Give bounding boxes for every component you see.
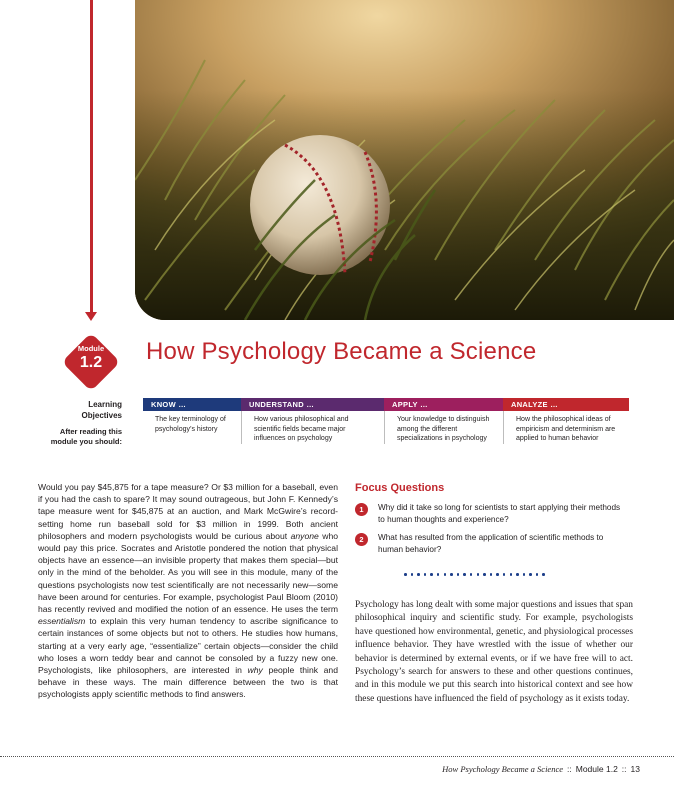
objective-understand-text: How various philosophical and scientific fields became major influences on psychology	[241, 411, 384, 444]
page-number: 13	[630, 764, 640, 774]
body-text-4: people think and behave in these ways. The main difference between the two is that psychologists apply scientific methods to find answers.	[38, 665, 338, 700]
module-label: Module	[77, 344, 105, 353]
hero-baseball-photo	[135, 0, 674, 320]
objective-understand	[241, 398, 384, 448]
module-badge	[63, 334, 119, 390]
module-number: 1.2	[79, 354, 103, 371]
dotted-divider	[404, 573, 554, 577]
footer-divider	[0, 756, 674, 757]
footer-book-title: How Psychology Became a Science	[442, 764, 563, 774]
page-title: How Psychology Became a Science	[146, 338, 537, 365]
question-number-badge: 1	[355, 503, 368, 516]
objective-analyze-text: How the philosophical ideas of empiricism and determinism are applied to human behavior	[503, 411, 629, 444]
body-text-1: Would you pay $45,875 for a tape measure? Or $3 million for a baseball, even if you had the cash to spare? It may sound outrageous, but John F. Kennedy’s tape measure went for $45,875 at an auction, and Mark McGwire’s record-setting home run baseball sold for $3 million in 1999. Both ancient philosophers and modern psychologists would be curious about	[38, 482, 338, 541]
baseball-in-grass-image	[135, 0, 674, 320]
arrow-down-icon	[85, 312, 97, 321]
question-number-badge: 2	[355, 533, 368, 546]
footer-separator: ::	[567, 764, 572, 774]
intro-paragraph: Psychology has long dealt with some major questions and issues that span philosophical inquiry and scientific study. For example, psychologists have questioned how environmental, genetic, and physiological processes influence behavior. They have wrestled with the issue of whether our behavior is determined by external events, or if we have free will to act. Psychology’s search for answers to these and other questions continues, and in this module we put this search into historical context and see how these questions have influenced the field of psychology as it exists today.	[355, 600, 633, 704]
vertical-red-rule	[90, 0, 93, 316]
focus-question-1	[355, 502, 625, 525]
body-text-3: to explain this very human tendency to ascribe significance to certain instances of some objects but not to others. He studies how humans, starting at a very early age, “essentialize” certain objects—consider the child who loses a worn teddy bear and cannot be consoled by a fuzzy new one. Psychologists, like philosophers, are interested in	[38, 616, 338, 676]
footer-module: Module 1.2	[575, 764, 618, 774]
objective-understand-label: UNDERSTAND …	[241, 398, 384, 411]
focus-question-text: Why did it take so long for scientists to start applying their methods to human thoughts and experience?	[378, 503, 621, 524]
focus-questions-heading: Focus Questions	[355, 482, 445, 494]
objective-analyze	[503, 398, 629, 448]
page-footer	[442, 764, 640, 774]
objective-apply	[384, 398, 503, 448]
objective-analyze-label: ANALYZE …	[503, 398, 629, 411]
body-emphasis-essentialism: essentialism	[38, 616, 86, 627]
objective-know	[143, 398, 241, 448]
footer-separator: ::	[621, 764, 627, 774]
body-paragraph-left	[38, 481, 338, 701]
objective-apply-text: Your knowledge to distinguish among the different specializations in psychology	[384, 411, 503, 444]
focus-question-2	[355, 532, 625, 555]
objective-apply-label: APPLY …	[384, 398, 503, 411]
objective-know-label: KNOW …	[143, 398, 241, 411]
focus-question-text: What has resulted from the application of scientific methods to human behavior?	[378, 533, 604, 554]
body-text-2: who would pay this price. Socrates and Aristotle pondered the notion that physical objects have an essence—an invisible property that makes them special—but only in the mind of the beholder. As you will see in this module, many of the questions psychologists now test scientifically are not necessarily new—some have been around for centuries. For example, psychologist Paul Bloom (2010) has recently revived and modified the notion of an essence. He uses the term	[38, 530, 339, 615]
body-emphasis-anyone: anyone	[290, 530, 319, 541]
learning-objectives-subheading: After reading this module you should:	[50, 427, 122, 446]
objective-know-text: The key terminology of psychology’s history	[155, 416, 226, 433]
body-emphasis-why: why	[247, 665, 263, 676]
learning-objectives-heading: Learning Objectives	[81, 400, 122, 420]
